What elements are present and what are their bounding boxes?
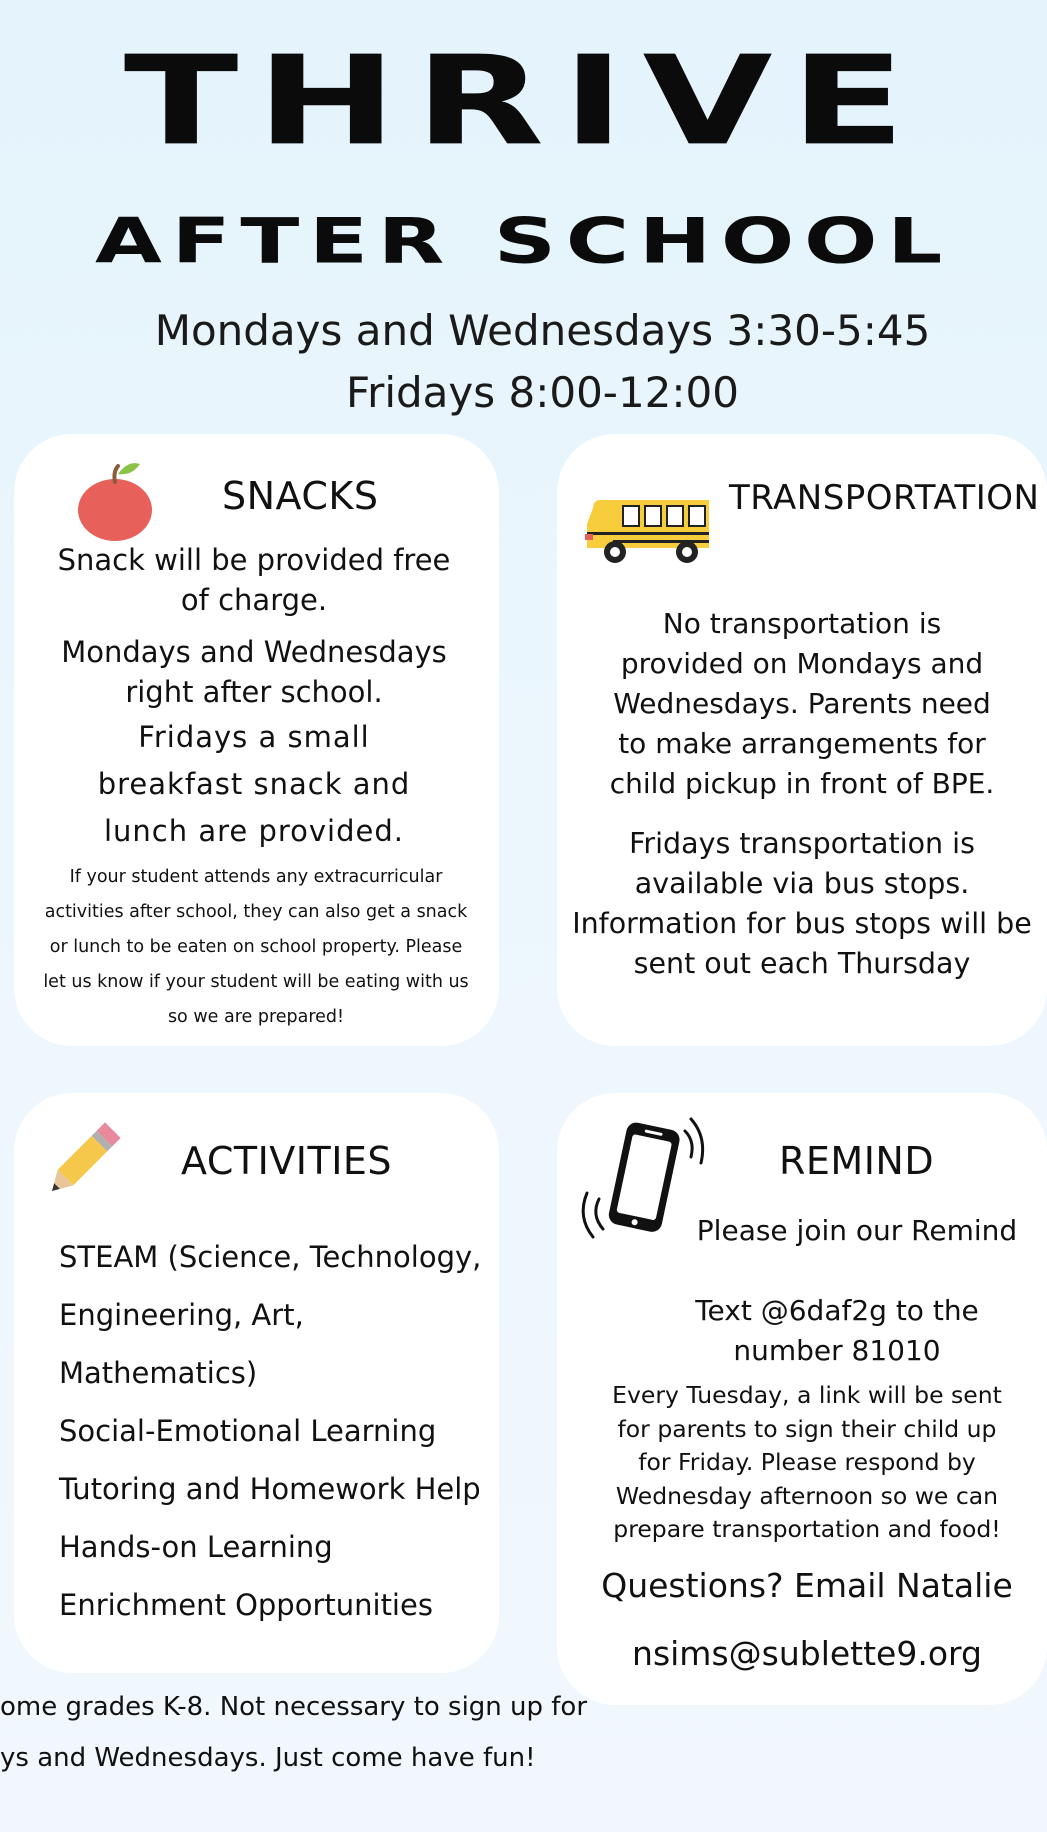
page-subtitle: AFTER SCHOOL — [94, 204, 952, 278]
list-item: Tutoring and Homework Help — [59, 1472, 481, 1506]
remind-heading: REMIND — [779, 1139, 935, 1183]
transportation-heading: TRANSPORTATION — [729, 478, 1040, 518]
snacks-card — [14, 434, 499, 1046]
footer-line-2: ys and Wednesdays. Just come have fun! — [0, 1743, 536, 1773]
remind-tuesday-note: Every Tuesday, a link will be sent for parents to sign their child up for Friday. Please respond by Wednesday afternoon so we can prepare transportation and food! — [612, 1381, 1002, 1543]
activities-card — [14, 1093, 499, 1673]
pencil-icon — [40, 1121, 122, 1203]
list-item: STEAM (Science, Technology, — [59, 1240, 482, 1274]
transportation-friday-text: Fridays transportation is available via bus stops. Information for bus stops will be sent out each Thursday — [572, 827, 1032, 980]
snacks-friday-text: Fridays a small breakfast snack and lunch are provided. — [97, 720, 411, 848]
school-bus-icon — [583, 494, 715, 566]
page-title: THRIVE — [123, 30, 924, 173]
snacks-weekday-text: Mondays and Wednesdays right after school. — [61, 635, 447, 709]
remind-join-text: Please join our Remind — [696, 1214, 1018, 1247]
schedule-weekdays: Mondays and Wednesdays 3:30-5:45 — [154, 306, 931, 355]
list-item: Mathematics) — [59, 1356, 258, 1390]
transportation-weekday-text: No transportation is provided on Mondays and Wednesdays. Parents need to make arrangements for child pickup in front of BPE. — [609, 607, 995, 800]
footer-line-1: ome grades K-8. Not necessary to sign up for — [0, 1692, 588, 1722]
remind-card — [557, 1093, 1047, 1705]
schedule-fridays: Fridays 8:00-12:00 — [345, 368, 740, 417]
activities-heading: ACTIVITIES — [181, 1139, 393, 1183]
remind-email: nsims@sublette9.org — [632, 1634, 982, 1673]
list-item: Hands-on Learning — [59, 1530, 333, 1564]
remind-questions: Questions? Email Natalie — [601, 1566, 1013, 1605]
snacks-free-text: Snack will be provided free of charge. — [57, 543, 451, 617]
remind-text-code: Text @6daf2g to the number 81010 — [695, 1294, 979, 1367]
activities-list — [59, 1228, 489, 1634]
snacks-heading: SNACKS — [222, 474, 379, 518]
list-item: Social-Emotional Learning — [59, 1414, 437, 1448]
apple-icon — [76, 460, 154, 542]
list-item: Enrichment Opportunities — [59, 1588, 433, 1622]
list-item: Engineering, Art, — [59, 1298, 304, 1332]
schedule — [0, 300, 1047, 424]
transportation-card — [557, 434, 1047, 1046]
snacks-note: If your student attends any extracurricular activities after school, they can also get a snack or lunch to be eaten on school property. Please let us know if your student will be eating with us so we are prepared! — [43, 867, 469, 1027]
